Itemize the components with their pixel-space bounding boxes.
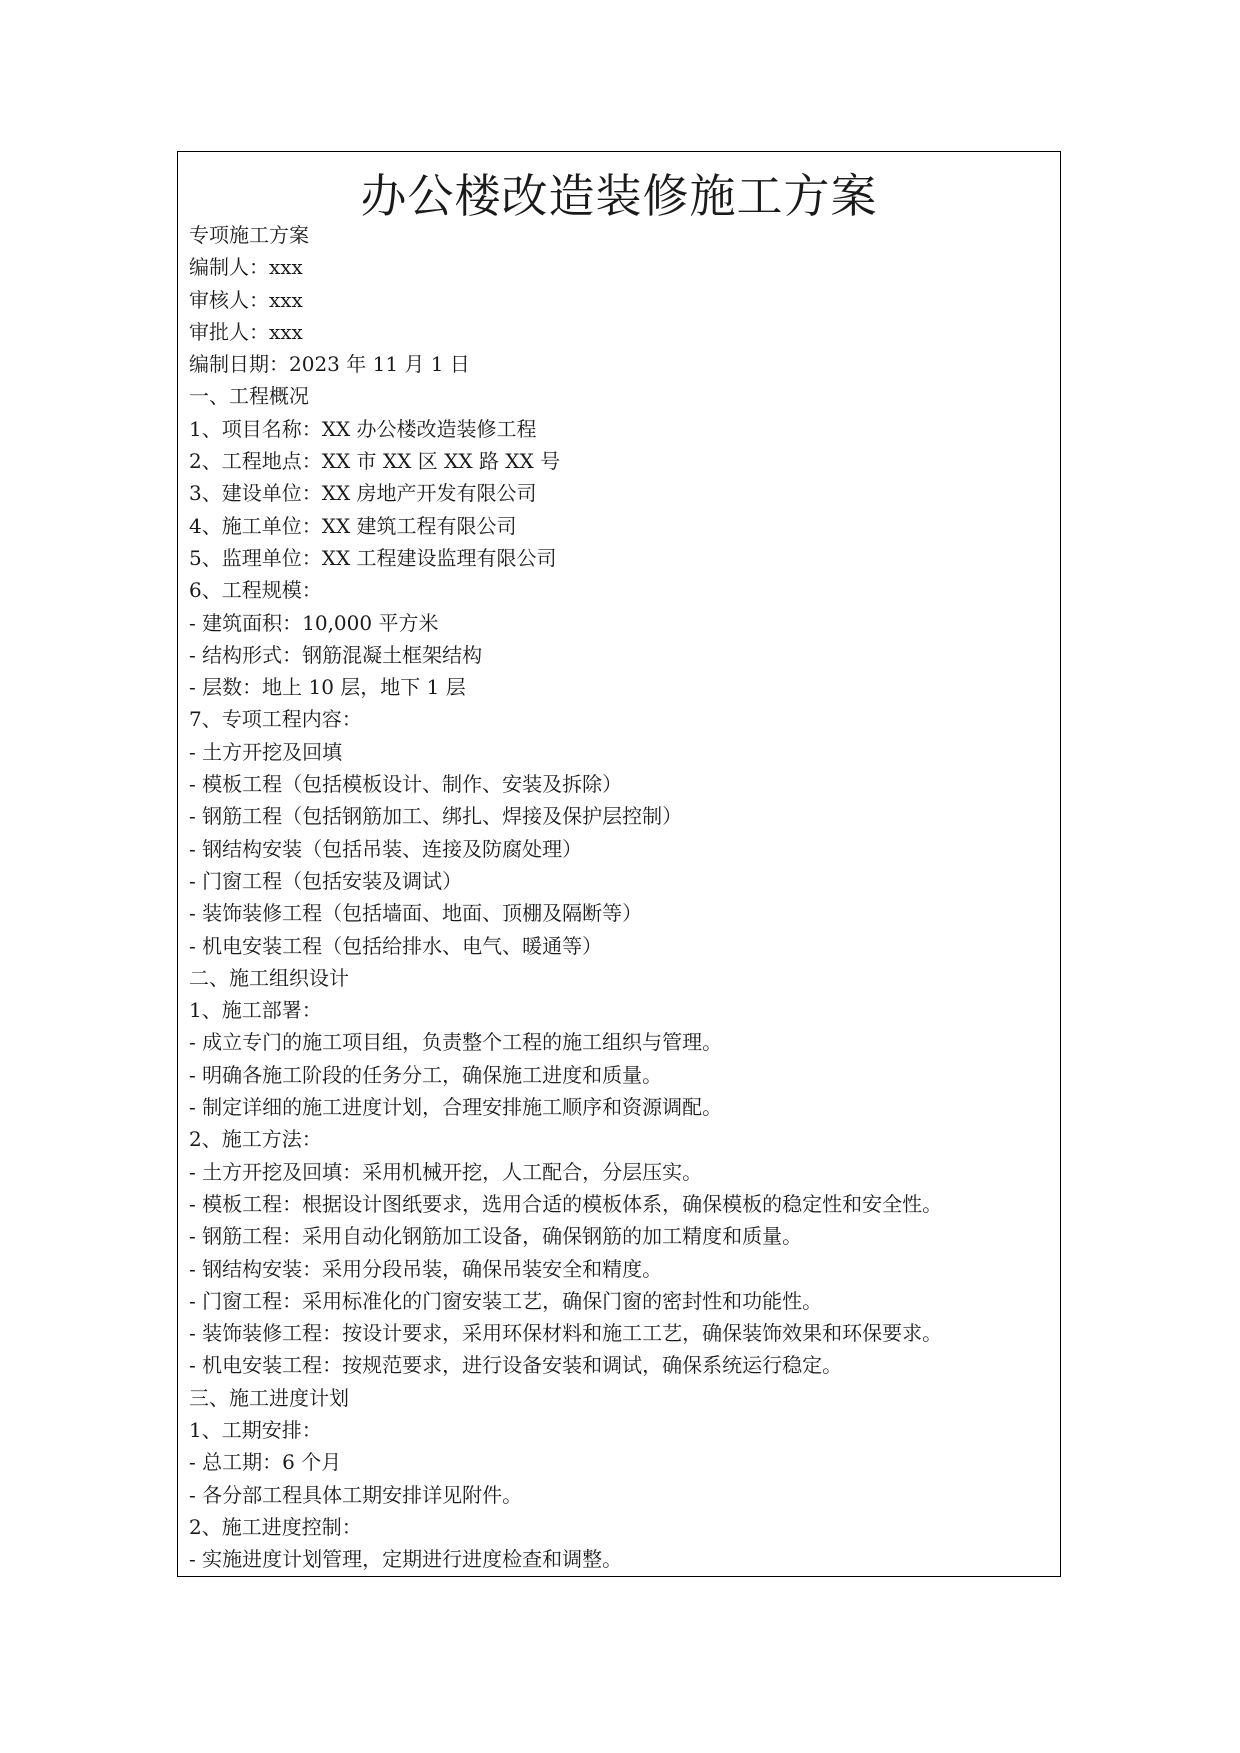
document-line: - 钢结构安装（包括吊装、连接及防腐处理）	[189, 836, 583, 861]
document-line: - 门窗工程（包括安装及调试）	[189, 868, 463, 893]
document-line: - 明确各施工阶段的任务分工，确保施工进度和质量。	[189, 1062, 663, 1087]
document-line: - 钢结构安装：采用分段吊装，确保吊装安全和精度。	[189, 1256, 663, 1281]
document-line: 7、专项工程内容：	[189, 707, 362, 732]
document-line: - 土方开挖及回填：采用机械开挖，人工配合，分层压实。	[189, 1159, 703, 1184]
document-frame	[177, 151, 1061, 1577]
document-line: 三、施工进度计划	[189, 1385, 349, 1410]
document-line: - 机电安装工程（包括给排水、电气、暖通等）	[189, 933, 603, 958]
document-line: 2、施工进度控制：	[189, 1514, 362, 1539]
document-line: - 装饰装修工程（包括墙面、地面、顶棚及隔断等）	[189, 901, 643, 926]
document-line: - 机电安装工程：按规范要求，进行设备安装和调试，确保系统运行稳定。	[189, 1353, 843, 1378]
document-line: 1、施工部署：	[189, 998, 322, 1023]
document-line: 二、施工组织设计	[189, 965, 349, 990]
document-line: - 各分部工程具体工期安排详见附件。	[189, 1482, 523, 1507]
document-line: - 建筑面积：10,000 平方米	[189, 610, 439, 635]
document-line: - 总工期：6 个月	[189, 1450, 342, 1475]
document-line: - 土方开挖及回填	[189, 739, 343, 764]
document-line: 1、项目名称：XX 办公楼改造装修工程	[189, 416, 537, 441]
document-line: - 钢筋工程（包括钢筋加工、绑扎、焊接及保护层控制）	[189, 804, 683, 829]
document-line: - 钢筋工程：采用自动化钢筋加工设备，确保钢筋的加工精度和质量。	[189, 1224, 803, 1249]
document-line: - 装饰装修工程：按设计要求，采用环保材料和施工工艺，确保装饰效果和环保要求。	[189, 1321, 943, 1346]
document-line: 2、施工方法：	[189, 1127, 322, 1152]
document-line: 审核人：xxx	[189, 287, 303, 312]
document-line: 审批人：xxx	[189, 319, 303, 344]
document-line: - 门窗工程：采用标准化的门窗安装工艺，确保门窗的密封性和功能性。	[189, 1288, 823, 1313]
document-line: - 层数：地上 10 层，地下 1 层	[189, 675, 466, 700]
document-line: 5、监理单位：XX 工程建设监理有限公司	[189, 545, 557, 570]
document-line: 1、工期安排：	[189, 1417, 322, 1442]
document-line: 2、工程地点：XX 市 XX 区 XX 路 XX 号	[189, 449, 561, 474]
document-line: - 制定详细的施工进度计划，合理安排施工顺序和资源调配。	[189, 1095, 723, 1120]
document-line: - 成立专门的施工项目组，负责整个工程的施工组织与管理。	[189, 1030, 723, 1055]
document-line: 6、工程规模：	[189, 578, 322, 603]
document-line: 3、建设单位：XX 房地产开发有限公司	[189, 481, 537, 506]
document-line: 编制人：xxx	[189, 255, 303, 280]
document-line: 一、工程概况	[189, 384, 309, 409]
document-line: 专项施工方案	[189, 223, 309, 247]
document-line: - 结构形式：钢筋混凝土框架结构	[189, 642, 483, 667]
document-line: - 模板工程：根据设计图纸要求，选用合适的模板体系，确保模板的稳定性和安全性。	[189, 1191, 943, 1216]
document-line: 编制日期：2023 年 11 月 1 日	[189, 352, 470, 377]
document-body	[189, 219, 1052, 1575]
document-line: - 模板工程（包括模板设计、制作、安装及拆除）	[189, 772, 623, 797]
document-title: 办公楼改造装修施工方案	[360, 169, 878, 223]
document-line: 4、施工单位：XX 建筑工程有限公司	[189, 513, 517, 538]
document-line: - 实施进度计划管理，定期进行进度检查和调整。	[189, 1547, 623, 1572]
